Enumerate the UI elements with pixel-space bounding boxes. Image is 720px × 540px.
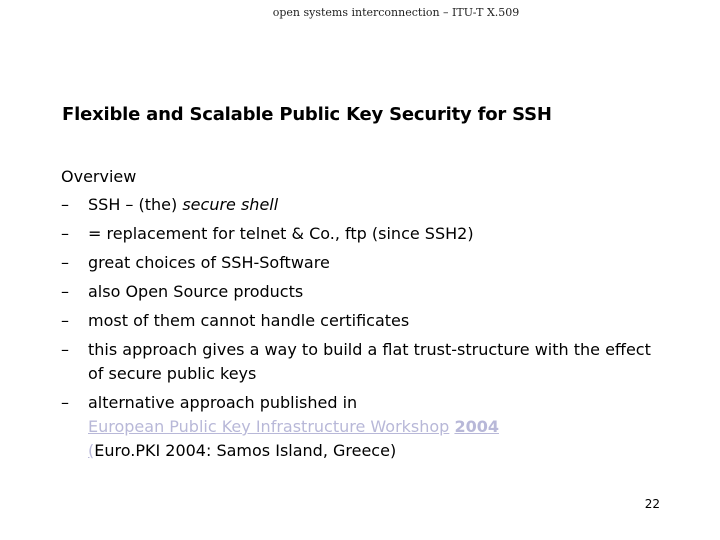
bullet-text: SSH – (the) [88,195,183,214]
bullet-marker: – [61,282,69,301]
bullet-text: = replacement for telnet & Co., ftp (since SSH2) [88,224,474,243]
page-number: 22 [644,497,660,511]
bullet-text: also Open Source products [88,282,304,301]
bullet-text: this approach gives a way to build a flat trust-structure with the effect of secure public keys [88,340,651,383]
bullet-marker: – [61,393,69,412]
bullet-item [61,280,661,304]
bullet-marker: – [61,340,69,359]
bullet-marker: – [61,253,69,272]
bullet-item [61,251,661,275]
overview-heading: Overview [61,167,137,186]
bullet-item [61,222,661,246]
bullet-item [61,391,661,463]
bullet-marker: – [61,311,69,330]
bullet-text: alternative approach published in [88,393,358,412]
bullet-item [61,338,661,386]
bullet-item [61,193,661,217]
workshop-paren-link[interactable]: ( [88,441,95,460]
bullet-marker: – [61,224,69,243]
bullet-text: great choices of SSH-Software [88,253,330,272]
slide-header: open systems interconnection – ITU-T X.509 [272,6,520,19]
bullet-text: most of them cannot handle certificates [88,311,410,330]
workshop-link[interactable]: European Public Key Infrastructure Workshop [88,417,450,436]
bullet-emphasis: secure shell [182,195,279,214]
workshop-year-link[interactable]: 2004 [454,417,499,436]
bullet-list [61,193,661,463]
slide-content [61,165,661,468]
slide-title: Flexible and Scalable Public Key Security for SSH [62,104,552,125]
bullet-item [61,309,661,333]
bullet-marker: – [61,195,69,214]
bullet-text: Euro.PKI 2004: Samos Island, Greece) [94,441,397,460]
